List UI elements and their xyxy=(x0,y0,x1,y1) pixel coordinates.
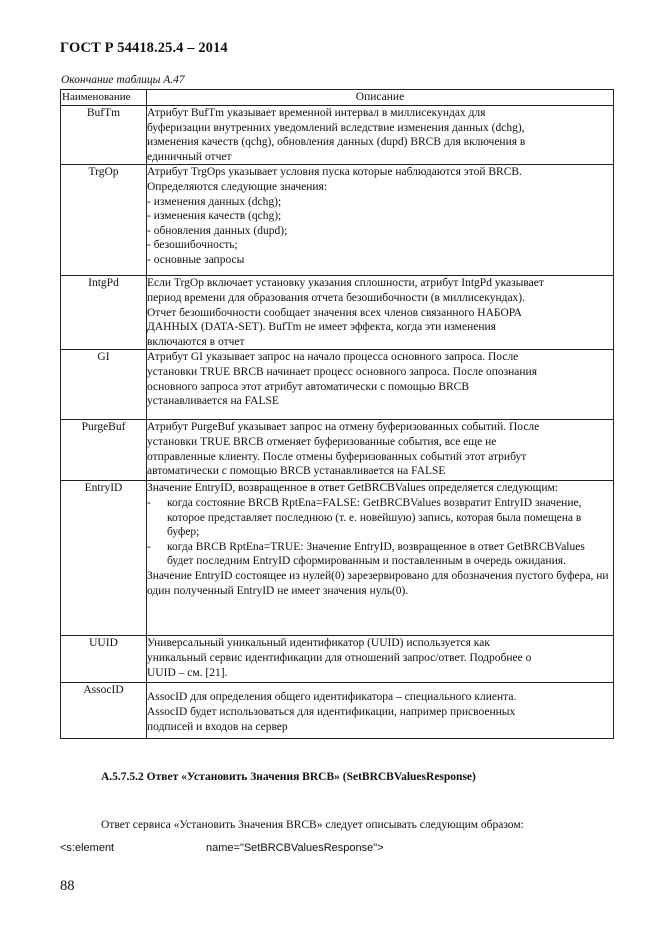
desc-line: - основные запросы xyxy=(147,253,245,266)
desc-line: включаются в отчет xyxy=(147,335,245,348)
code-attribute: name="SetBRCBValuesResponse"> xyxy=(206,842,384,854)
desc-intro: Значение EntryID, возвращенное в ответ GetBRCBValues определяется следующим: xyxy=(147,482,558,495)
desc-line: AssocID будет использоваться для идентификации, например присвоенных xyxy=(147,705,516,718)
attributes-table xyxy=(60,89,614,739)
dash-marker: - xyxy=(147,540,151,553)
page-number: 88 xyxy=(60,878,75,894)
table-row-buftm xyxy=(61,106,614,165)
table-row-purgebuf xyxy=(61,420,614,481)
row-description xyxy=(147,481,614,636)
desc-line: установки TRUE BRCB отменяет буферизованные события, все еще не xyxy=(147,435,497,448)
column-header-description: Описание xyxy=(147,90,614,106)
row-description xyxy=(147,683,614,739)
row-description xyxy=(147,636,614,683)
row-description xyxy=(147,276,614,350)
table-row-gi xyxy=(61,350,614,420)
desc-line: единичный отчет xyxy=(147,150,232,163)
row-name: GI xyxy=(61,350,147,420)
desc-line: Атрибут GI указывает запрос на начало процесса основного запроса. После xyxy=(147,351,519,364)
table-row-associd xyxy=(61,683,614,739)
desc-line: AssocID для определения общего идентификатора – специального клиента. xyxy=(147,691,517,704)
desc-line: изменения качеств (qchg), обновления данных (dupd) BRCB для включения в xyxy=(147,136,526,149)
code-element: <s:element xyxy=(60,842,115,854)
table-row-trgop xyxy=(61,165,614,276)
desc-line: Универсальный уникальный идентификатор (UUID) используется как xyxy=(147,637,490,650)
row-name: AssocID xyxy=(61,683,147,739)
column-header-name: Наименование xyxy=(61,90,147,106)
table-row-intgpd xyxy=(61,276,614,350)
row-name: IntgPd xyxy=(61,276,147,350)
desc-line: период времени для образования отчета безошибочности (в миллисекундах). xyxy=(147,291,526,304)
desc-line: Атрибут PurgeBuf указывает запрос на отмену буферизованных событий. После xyxy=(147,421,540,434)
desc-line: отправленные клиенту. После отмены буферизованных событий этот атрибут xyxy=(147,450,527,463)
desc-outro: Значение EntryID состоящее из нулей(0) зарезервировано для обозначения пустого буфера, ни один полученный EntryID не имеет значения нуль(0). xyxy=(147,569,609,597)
desc-list xyxy=(147,496,613,569)
row-name: TrgOp xyxy=(61,165,147,276)
desc-line: - безошибочность; xyxy=(147,239,238,252)
list-item-text: когда BRCB RptEna=TRUE: Значение EntryID, возвращенное в ответ GetBRCBValues будет последним EntryID сформированным и поставленным в очередь ожидания. xyxy=(167,540,585,568)
table-row-uuid xyxy=(61,636,614,683)
desc-line: установки TRUE BRCB начинает процесс основного запроса. После опознания xyxy=(147,365,538,378)
desc-line: подписей и входов на сервер xyxy=(147,720,288,733)
desc-line: UUID – см. [21]. xyxy=(147,666,228,679)
desc-line: устанавливается на FALSE xyxy=(147,395,279,408)
desc-line: Атрибут BufTm указывает временной интервал в миллисекундах для xyxy=(147,107,486,119)
list-item-text: когда состояние BRCB RptEna=FALSE: GetBRCBValues возвратит EntryID значение, которое представляет последнюю (т. е. новейшую) запись, которая была помещена в буфер; xyxy=(167,496,582,539)
row-description xyxy=(147,420,614,481)
document-header: ГОСТ Р 54418.25.4 – 2014 xyxy=(60,40,228,56)
list-item xyxy=(147,540,613,569)
table-row-entryid xyxy=(61,481,614,636)
dash-marker: - xyxy=(147,496,151,509)
row-description xyxy=(147,106,614,165)
desc-line: основного запроса этот атрибут автоматически с помощью BRCB xyxy=(147,380,470,393)
desc-line: Если TrgOp включает установку указания сплошности, атрибут IntgPd указывает xyxy=(147,277,544,290)
row-description xyxy=(147,165,614,276)
desc-line: - обновления данных (dupd); xyxy=(147,224,288,237)
desc-line: - изменения качеств (qchg); xyxy=(147,210,282,223)
body-paragraph: Ответ сервиса «Установить Значения BRCB» следует описывать следующим образом: xyxy=(101,819,524,831)
desc-line: ДАННЫХ (DATA-SET). BufTm не имеет эффекта, когда эти изменения xyxy=(147,321,496,334)
desc-line: Определяются следующие значения: xyxy=(147,180,328,193)
section-heading: А.5.7.5.2 Ответ «Установить Значения BRCB» (SetBRCBValuesResponse) xyxy=(101,771,476,783)
desc-line: буферизации внутренних уведомлений вследствие изменения данных (dchg), xyxy=(147,121,525,134)
desc-line: автоматически с помощью BRCB устанавливается на FALSE xyxy=(147,465,446,478)
desc-line: Отчет безошибочности сообщает значения всех членов связанного НАБОРА xyxy=(147,306,522,319)
code-line xyxy=(60,842,384,854)
list-item xyxy=(147,496,613,540)
row-name: UUID xyxy=(61,636,147,683)
row-description xyxy=(147,350,614,420)
desc-line: - изменения данных (dchg); xyxy=(147,195,282,208)
row-name: BufTm xyxy=(61,106,147,165)
table-caption: Окончание таблицы А.47 xyxy=(61,74,185,86)
desc-line: уникальный сервис идентификации для отношений запрос/ответ. Подробнее о xyxy=(147,651,532,664)
row-name: PurgeBuf xyxy=(61,420,147,481)
row-name: EntryID xyxy=(61,481,147,636)
table-header-row xyxy=(61,90,614,106)
desc-line: Атрибут TrgOps указывает условия пуска которые наблюдаются этой BRCB. xyxy=(147,166,522,179)
